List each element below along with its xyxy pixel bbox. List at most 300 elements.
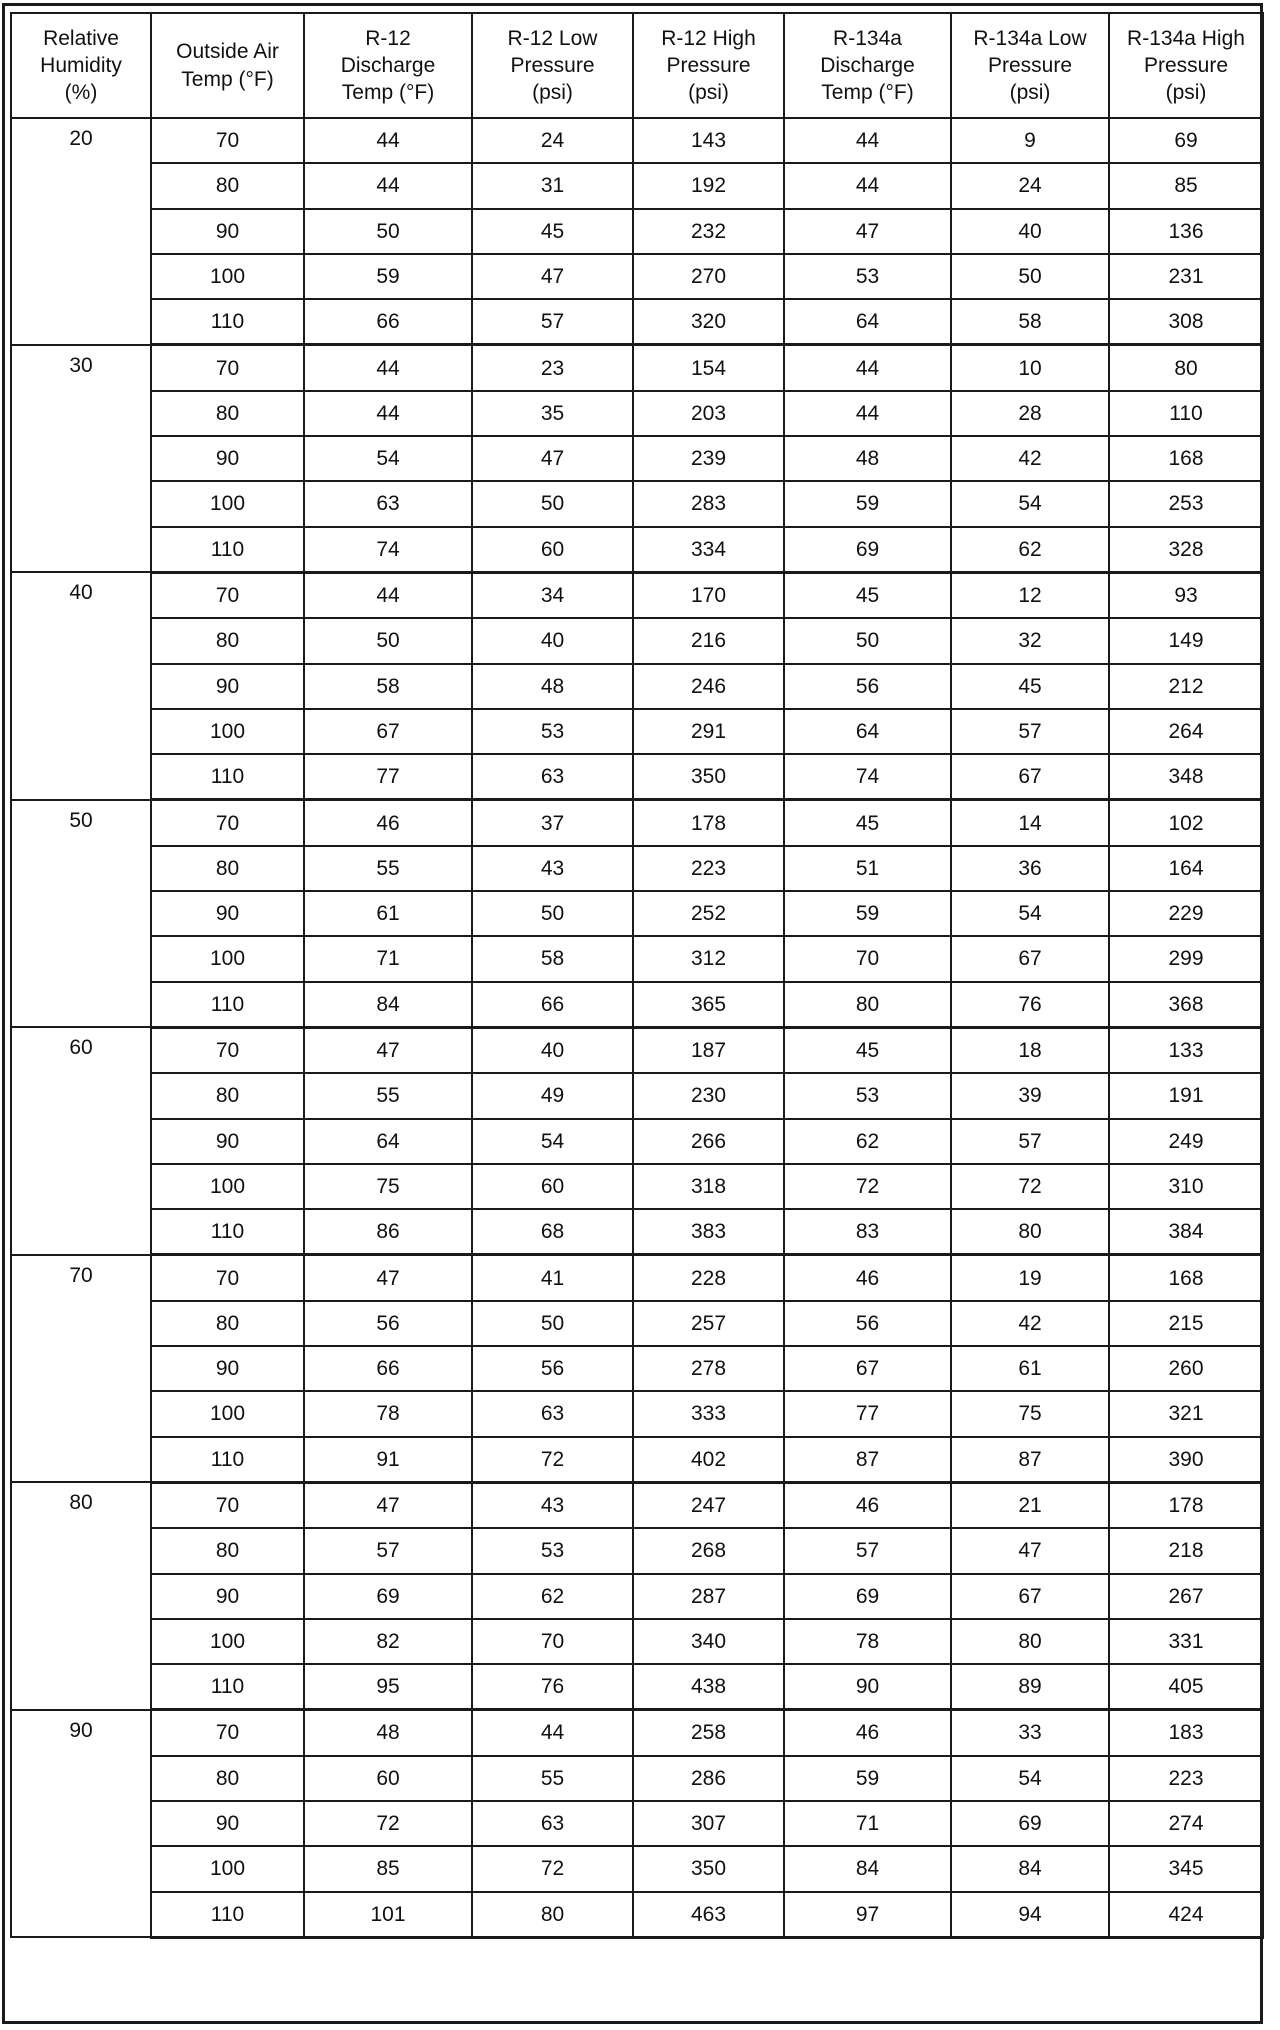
table-row [11,572,1263,618]
r12-high-pressure-cell: 287 [633,1574,784,1619]
outside-air-temp-cell: 80 [151,1528,304,1573]
r134a-discharge-temp-cell: 45 [784,1027,951,1073]
r12-high-pressure-cell: 334 [633,527,784,573]
r12-low-pressure-cell: 53 [472,1528,633,1573]
table-row [11,1073,1263,1118]
r134a-discharge-temp-cell: 44 [784,118,951,163]
table-row [11,846,1263,891]
r12-high-pressure-cell: 154 [633,345,784,391]
r134a-low-pressure-cell: 47 [951,1528,1109,1573]
r12-discharge-temp-cell: 85 [304,1846,472,1891]
r134a-discharge-temp-cell: 46 [784,1255,951,1301]
r134a-low-pressure-cell: 67 [951,754,1109,800]
r12-low-pressure-cell: 31 [472,163,633,208]
r12-discharge-temp-cell: 74 [304,527,472,573]
outside-air-temp-cell: 80 [151,618,304,663]
r134a-discharge-temp-cell: 87 [784,1437,951,1483]
r12-discharge-temp-cell: 50 [304,209,472,254]
r12-low-pressure-cell: 43 [472,1482,633,1528]
r12-high-pressure-cell: 192 [633,163,784,208]
r134a-high-pressure-cell: 212 [1109,664,1263,709]
r12-high-pressure-cell: 178 [633,800,784,846]
header-row [11,13,1263,118]
r12-high-pressure-cell: 340 [633,1619,784,1664]
r134a-high-pressure-cell: 168 [1109,1255,1263,1301]
r12-discharge-temp-cell: 44 [304,572,472,618]
r12-high-pressure-cell: 258 [633,1710,784,1756]
r12-discharge-temp-cell: 91 [304,1437,472,1483]
col-header-r12-discharge-temp: R-12 Discharge Temp (°F) [304,13,472,118]
r134a-discharge-temp-cell: 67 [784,1346,951,1391]
r134a-high-pressure-cell: 218 [1109,1528,1263,1573]
r134a-high-pressure-cell: 274 [1109,1801,1263,1846]
col-header-outside-air-temp: Outside Air Temp (°F) [151,13,304,118]
r134a-high-pressure-cell: 215 [1109,1301,1263,1346]
r134a-discharge-temp-cell: 69 [784,527,951,573]
r12-low-pressure-cell: 47 [472,254,633,299]
relative-humidity-cell: 20 [11,118,151,345]
r12-discharge-temp-cell: 69 [304,1574,472,1619]
relative-humidity-cell: 60 [11,1027,151,1254]
r134a-discharge-temp-cell: 56 [784,664,951,709]
table-row [11,1391,1263,1436]
r12-low-pressure-cell: 40 [472,618,633,663]
r134a-high-pressure-cell: 178 [1109,1482,1263,1528]
outside-air-temp-cell: 70 [151,1027,304,1073]
r12-low-pressure-cell: 37 [472,800,633,846]
r12-high-pressure-cell: 268 [633,1528,784,1573]
r12-discharge-temp-cell: 57 [304,1528,472,1573]
r134a-high-pressure-cell: 133 [1109,1027,1263,1073]
outside-air-temp-cell: 110 [151,1209,304,1255]
col-header-r134a-discharge-temp: R-134a Discharge Temp (°F) [784,13,951,118]
r12-discharge-temp-cell: 44 [304,118,472,163]
r134a-low-pressure-cell: 89 [951,1664,1109,1710]
table-row [11,527,1263,573]
r12-low-pressure-cell: 72 [472,1846,633,1891]
r134a-low-pressure-cell: 67 [951,1574,1109,1619]
r134a-high-pressure-cell: 253 [1109,481,1263,526]
r12-discharge-temp-cell: 95 [304,1664,472,1710]
relative-humidity-cell: 70 [11,1255,151,1482]
col-header-r12-low-pressure: R-12 Low Pressure (psi) [472,13,633,118]
r12-low-pressure-cell: 50 [472,891,633,936]
outside-air-temp-cell: 100 [151,1391,304,1436]
r12-low-pressure-cell: 55 [472,1756,633,1801]
r134a-discharge-temp-cell: 53 [784,254,951,299]
r134a-discharge-temp-cell: 64 [784,299,951,345]
outside-air-temp-cell: 110 [151,982,304,1028]
r12-discharge-temp-cell: 44 [304,163,472,208]
r134a-discharge-temp-cell: 62 [784,1119,951,1164]
r134a-discharge-temp-cell: 44 [784,345,951,391]
table-row [11,299,1263,345]
r134a-low-pressure-cell: 69 [951,1801,1109,1846]
r12-discharge-temp-cell: 66 [304,1346,472,1391]
table-row [11,936,1263,981]
r12-low-pressure-cell: 43 [472,846,633,891]
r134a-discharge-temp-cell: 74 [784,754,951,800]
table-body [11,118,1263,1937]
col-header-r134a-high-pressure: R-134a High Pressure (psi) [1109,13,1263,118]
r12-high-pressure-cell: 246 [633,664,784,709]
col-header-relative-humidity: Relative Humidity (%) [11,13,151,118]
table-row [11,1801,1263,1846]
table-row [11,982,1263,1028]
r12-low-pressure-cell: 50 [472,481,633,526]
table-row [11,754,1263,800]
r12-discharge-temp-cell: 71 [304,936,472,981]
outside-air-temp-cell: 70 [151,1482,304,1528]
outside-air-temp-cell: 100 [151,481,304,526]
r134a-high-pressure-cell: 267 [1109,1574,1263,1619]
r134a-discharge-temp-cell: 84 [784,1846,951,1891]
relative-humidity-cell: 90 [11,1710,151,1937]
r134a-high-pressure-cell: 168 [1109,436,1263,481]
relative-humidity-cell: 40 [11,572,151,799]
r12-high-pressure-cell: 252 [633,891,784,936]
r134a-low-pressure-cell: 61 [951,1346,1109,1391]
table-row [11,709,1263,754]
r134a-discharge-temp-cell: 56 [784,1301,951,1346]
table-row [11,345,1263,391]
r12-high-pressure-cell: 270 [633,254,784,299]
outside-air-temp-cell: 90 [151,664,304,709]
r134a-low-pressure-cell: 42 [951,436,1109,481]
r134a-low-pressure-cell: 87 [951,1437,1109,1483]
table-row [11,1346,1263,1391]
r134a-high-pressure-cell: 149 [1109,618,1263,663]
table-row [11,163,1263,208]
r12-high-pressure-cell: 278 [633,1346,784,1391]
r134a-low-pressure-cell: 67 [951,936,1109,981]
r134a-low-pressure-cell: 42 [951,1301,1109,1346]
outside-air-temp-cell: 70 [151,572,304,618]
r134a-discharge-temp-cell: 78 [784,1619,951,1664]
r134a-low-pressure-cell: 54 [951,1756,1109,1801]
table-frame [2,3,1263,2024]
r134a-low-pressure-cell: 50 [951,254,1109,299]
outside-air-temp-cell: 100 [151,1846,304,1891]
r134a-high-pressure-cell: 260 [1109,1346,1263,1391]
r12-low-pressure-cell: 62 [472,1574,633,1619]
r134a-high-pressure-cell: 424 [1109,1892,1263,1938]
r134a-low-pressure-cell: 21 [951,1482,1109,1528]
r134a-high-pressure-cell: 231 [1109,254,1263,299]
outside-air-temp-cell: 90 [151,1801,304,1846]
r12-discharge-temp-cell: 50 [304,618,472,663]
outside-air-temp-cell: 110 [151,1664,304,1710]
r12-low-pressure-cell: 54 [472,1119,633,1164]
r134a-low-pressure-cell: 76 [951,982,1109,1028]
col-header-r134a-low-pressure: R-134a Low Pressure (psi) [951,13,1109,118]
r134a-low-pressure-cell: 28 [951,391,1109,436]
table-row [11,800,1263,846]
r12-low-pressure-cell: 63 [472,754,633,800]
r12-discharge-temp-cell: 67 [304,709,472,754]
r12-low-pressure-cell: 44 [472,1710,633,1756]
r12-high-pressure-cell: 232 [633,209,784,254]
r134a-high-pressure-cell: 164 [1109,846,1263,891]
r12-discharge-temp-cell: 56 [304,1301,472,1346]
relative-humidity-cell: 30 [11,345,151,572]
r12-low-pressure-cell: 24 [472,118,633,163]
r134a-low-pressure-cell: 57 [951,709,1109,754]
r12-low-pressure-cell: 63 [472,1391,633,1436]
r12-high-pressure-cell: 463 [633,1892,784,1938]
outside-air-temp-cell: 110 [151,754,304,800]
r134a-low-pressure-cell: 32 [951,618,1109,663]
r12-high-pressure-cell: 203 [633,391,784,436]
outside-air-temp-cell: 90 [151,1346,304,1391]
table-row [11,891,1263,936]
table-row [11,481,1263,526]
r12-discharge-temp-cell: 64 [304,1119,472,1164]
r134a-high-pressure-cell: 348 [1109,754,1263,800]
r12-discharge-temp-cell: 63 [304,481,472,526]
r134a-discharge-temp-cell: 64 [784,709,951,754]
r134a-discharge-temp-cell: 48 [784,436,951,481]
r134a-high-pressure-cell: 229 [1109,891,1263,936]
r134a-discharge-temp-cell: 51 [784,846,951,891]
r134a-discharge-temp-cell: 97 [784,1892,951,1938]
r12-high-pressure-cell: 257 [633,1301,784,1346]
table-row [11,1119,1263,1164]
r134a-low-pressure-cell: 24 [951,163,1109,208]
r12-discharge-temp-cell: 58 [304,664,472,709]
r134a-low-pressure-cell: 54 [951,481,1109,526]
r134a-low-pressure-cell: 33 [951,1710,1109,1756]
r134a-high-pressure-cell: 405 [1109,1664,1263,1710]
table-row [11,209,1263,254]
r12-discharge-temp-cell: 78 [304,1391,472,1436]
outside-air-temp-cell: 80 [151,1756,304,1801]
r12-low-pressure-cell: 60 [472,1164,633,1209]
r134a-discharge-temp-cell: 80 [784,982,951,1028]
r134a-low-pressure-cell: 45 [951,664,1109,709]
r12-discharge-temp-cell: 47 [304,1255,472,1301]
outside-air-temp-cell: 100 [151,709,304,754]
r134a-low-pressure-cell: 9 [951,118,1109,163]
r12-high-pressure-cell: 312 [633,936,784,981]
outside-air-temp-cell: 80 [151,846,304,891]
r12-high-pressure-cell: 438 [633,1664,784,1710]
table-row [11,1027,1263,1073]
outside-air-temp-cell: 70 [151,1710,304,1756]
outside-air-temp-cell: 90 [151,891,304,936]
r134a-high-pressure-cell: 249 [1109,1119,1263,1164]
r12-high-pressure-cell: 286 [633,1756,784,1801]
outside-air-temp-cell: 90 [151,1119,304,1164]
r134a-high-pressure-cell: 136 [1109,209,1263,254]
r134a-high-pressure-cell: 390 [1109,1437,1263,1483]
ac-performance-table [10,12,1264,1939]
r134a-low-pressure-cell: 19 [951,1255,1109,1301]
outside-air-temp-cell: 110 [151,1437,304,1483]
r12-high-pressure-cell: 228 [633,1255,784,1301]
r134a-discharge-temp-cell: 44 [784,163,951,208]
outside-air-temp-cell: 90 [151,209,304,254]
r12-high-pressure-cell: 350 [633,1846,784,1891]
r134a-high-pressure-cell: 368 [1109,982,1263,1028]
r12-high-pressure-cell: 170 [633,572,784,618]
r134a-low-pressure-cell: 84 [951,1846,1109,1891]
outside-air-temp-cell: 80 [151,1301,304,1346]
r12-low-pressure-cell: 40 [472,1027,633,1073]
r12-high-pressure-cell: 320 [633,299,784,345]
r12-low-pressure-cell: 53 [472,709,633,754]
r134a-low-pressure-cell: 39 [951,1073,1109,1118]
r12-discharge-temp-cell: 54 [304,436,472,481]
r12-low-pressure-cell: 66 [472,982,633,1028]
outside-air-temp-cell: 70 [151,118,304,163]
r12-low-pressure-cell: 35 [472,391,633,436]
table-row [11,1574,1263,1619]
r134a-low-pressure-cell: 10 [951,345,1109,391]
r12-discharge-temp-cell: 55 [304,846,472,891]
r12-discharge-temp-cell: 60 [304,1756,472,1801]
table-row [11,1710,1263,1756]
r12-discharge-temp-cell: 86 [304,1209,472,1255]
r134a-low-pressure-cell: 80 [951,1209,1109,1255]
r134a-low-pressure-cell: 36 [951,846,1109,891]
r134a-discharge-temp-cell: 69 [784,1574,951,1619]
r134a-high-pressure-cell: 308 [1109,299,1263,345]
table-row [11,1301,1263,1346]
r134a-discharge-temp-cell: 59 [784,481,951,526]
r134a-high-pressure-cell: 384 [1109,1209,1263,1255]
table-row [11,1255,1263,1301]
r12-low-pressure-cell: 49 [472,1073,633,1118]
outside-air-temp-cell: 80 [151,391,304,436]
r12-discharge-temp-cell: 101 [304,1892,472,1938]
table-row [11,618,1263,663]
r12-discharge-temp-cell: 46 [304,800,472,846]
r12-discharge-temp-cell: 44 [304,345,472,391]
table-row [11,664,1263,709]
r134a-low-pressure-cell: 57 [951,1119,1109,1164]
r134a-discharge-temp-cell: 46 [784,1710,951,1756]
outside-air-temp-cell: 100 [151,1164,304,1209]
r12-discharge-temp-cell: 72 [304,1801,472,1846]
r134a-low-pressure-cell: 40 [951,209,1109,254]
r12-high-pressure-cell: 216 [633,618,784,663]
r134a-low-pressure-cell: 62 [951,527,1109,573]
r12-discharge-temp-cell: 84 [304,982,472,1028]
table-row [11,1892,1263,1938]
r134a-high-pressure-cell: 183 [1109,1710,1263,1756]
r12-low-pressure-cell: 58 [472,936,633,981]
r134a-discharge-temp-cell: 71 [784,1801,951,1846]
r12-discharge-temp-cell: 66 [304,299,472,345]
r12-discharge-temp-cell: 59 [304,254,472,299]
r134a-high-pressure-cell: 80 [1109,345,1263,391]
col-header-r12-high-pressure: R-12 High Pressure (psi) [633,13,784,118]
r12-low-pressure-cell: 76 [472,1664,633,1710]
outside-air-temp-cell: 110 [151,1892,304,1938]
r12-low-pressure-cell: 56 [472,1346,633,1391]
r12-high-pressure-cell: 247 [633,1482,784,1528]
r134a-discharge-temp-cell: 46 [784,1482,951,1528]
r134a-high-pressure-cell: 223 [1109,1756,1263,1801]
outside-air-temp-cell: 80 [151,1073,304,1118]
outside-air-temp-cell: 70 [151,345,304,391]
r134a-high-pressure-cell: 85 [1109,163,1263,208]
r134a-low-pressure-cell: 18 [951,1027,1109,1073]
r12-high-pressure-cell: 402 [633,1437,784,1483]
r12-high-pressure-cell: 283 [633,481,784,526]
r12-high-pressure-cell: 266 [633,1119,784,1164]
r134a-high-pressure-cell: 310 [1109,1164,1263,1209]
r134a-high-pressure-cell: 321 [1109,1391,1263,1436]
table-row [11,436,1263,481]
r12-low-pressure-cell: 47 [472,436,633,481]
relative-humidity-cell: 50 [11,800,151,1027]
r12-discharge-temp-cell: 48 [304,1710,472,1756]
table-row [11,254,1263,299]
outside-air-temp-cell: 110 [151,299,304,345]
r12-low-pressure-cell: 34 [472,572,633,618]
r134a-low-pressure-cell: 58 [951,299,1109,345]
r134a-low-pressure-cell: 72 [951,1164,1109,1209]
r134a-discharge-temp-cell: 59 [784,1756,951,1801]
outside-air-temp-cell: 90 [151,436,304,481]
table-row [11,1482,1263,1528]
table-row [11,1164,1263,1209]
r12-discharge-temp-cell: 55 [304,1073,472,1118]
r134a-discharge-temp-cell: 44 [784,391,951,436]
r12-low-pressure-cell: 57 [472,299,633,345]
table-row [11,1756,1263,1801]
r12-low-pressure-cell: 48 [472,664,633,709]
r134a-discharge-temp-cell: 57 [784,1528,951,1573]
r134a-discharge-temp-cell: 59 [784,891,951,936]
r134a-low-pressure-cell: 12 [951,572,1109,618]
r12-discharge-temp-cell: 47 [304,1482,472,1528]
outside-air-temp-cell: 110 [151,527,304,573]
r12-low-pressure-cell: 72 [472,1437,633,1483]
r12-discharge-temp-cell: 47 [304,1027,472,1073]
r134a-discharge-temp-cell: 83 [784,1209,951,1255]
r12-low-pressure-cell: 63 [472,1801,633,1846]
outside-air-temp-cell: 100 [151,254,304,299]
r134a-low-pressure-cell: 14 [951,800,1109,846]
r134a-discharge-temp-cell: 70 [784,936,951,981]
outside-air-temp-cell: 80 [151,163,304,208]
relative-humidity-cell: 80 [11,1482,151,1709]
r134a-low-pressure-cell: 75 [951,1391,1109,1436]
r134a-discharge-temp-cell: 77 [784,1391,951,1436]
r12-high-pressure-cell: 365 [633,982,784,1028]
r134a-discharge-temp-cell: 90 [784,1664,951,1710]
table-row [11,1664,1263,1710]
r134a-high-pressure-cell: 345 [1109,1846,1263,1891]
r12-high-pressure-cell: 223 [633,846,784,891]
r12-discharge-temp-cell: 75 [304,1164,472,1209]
r134a-discharge-temp-cell: 50 [784,618,951,663]
r12-low-pressure-cell: 41 [472,1255,633,1301]
r12-low-pressure-cell: 70 [472,1619,633,1664]
r134a-low-pressure-cell: 80 [951,1619,1109,1664]
r134a-discharge-temp-cell: 45 [784,572,951,618]
r12-discharge-temp-cell: 77 [304,754,472,800]
table-row [11,118,1263,163]
table-row [11,1528,1263,1573]
r12-high-pressure-cell: 383 [633,1209,784,1255]
r12-high-pressure-cell: 307 [633,1801,784,1846]
r134a-low-pressure-cell: 94 [951,1892,1109,1938]
r134a-discharge-temp-cell: 47 [784,209,951,254]
